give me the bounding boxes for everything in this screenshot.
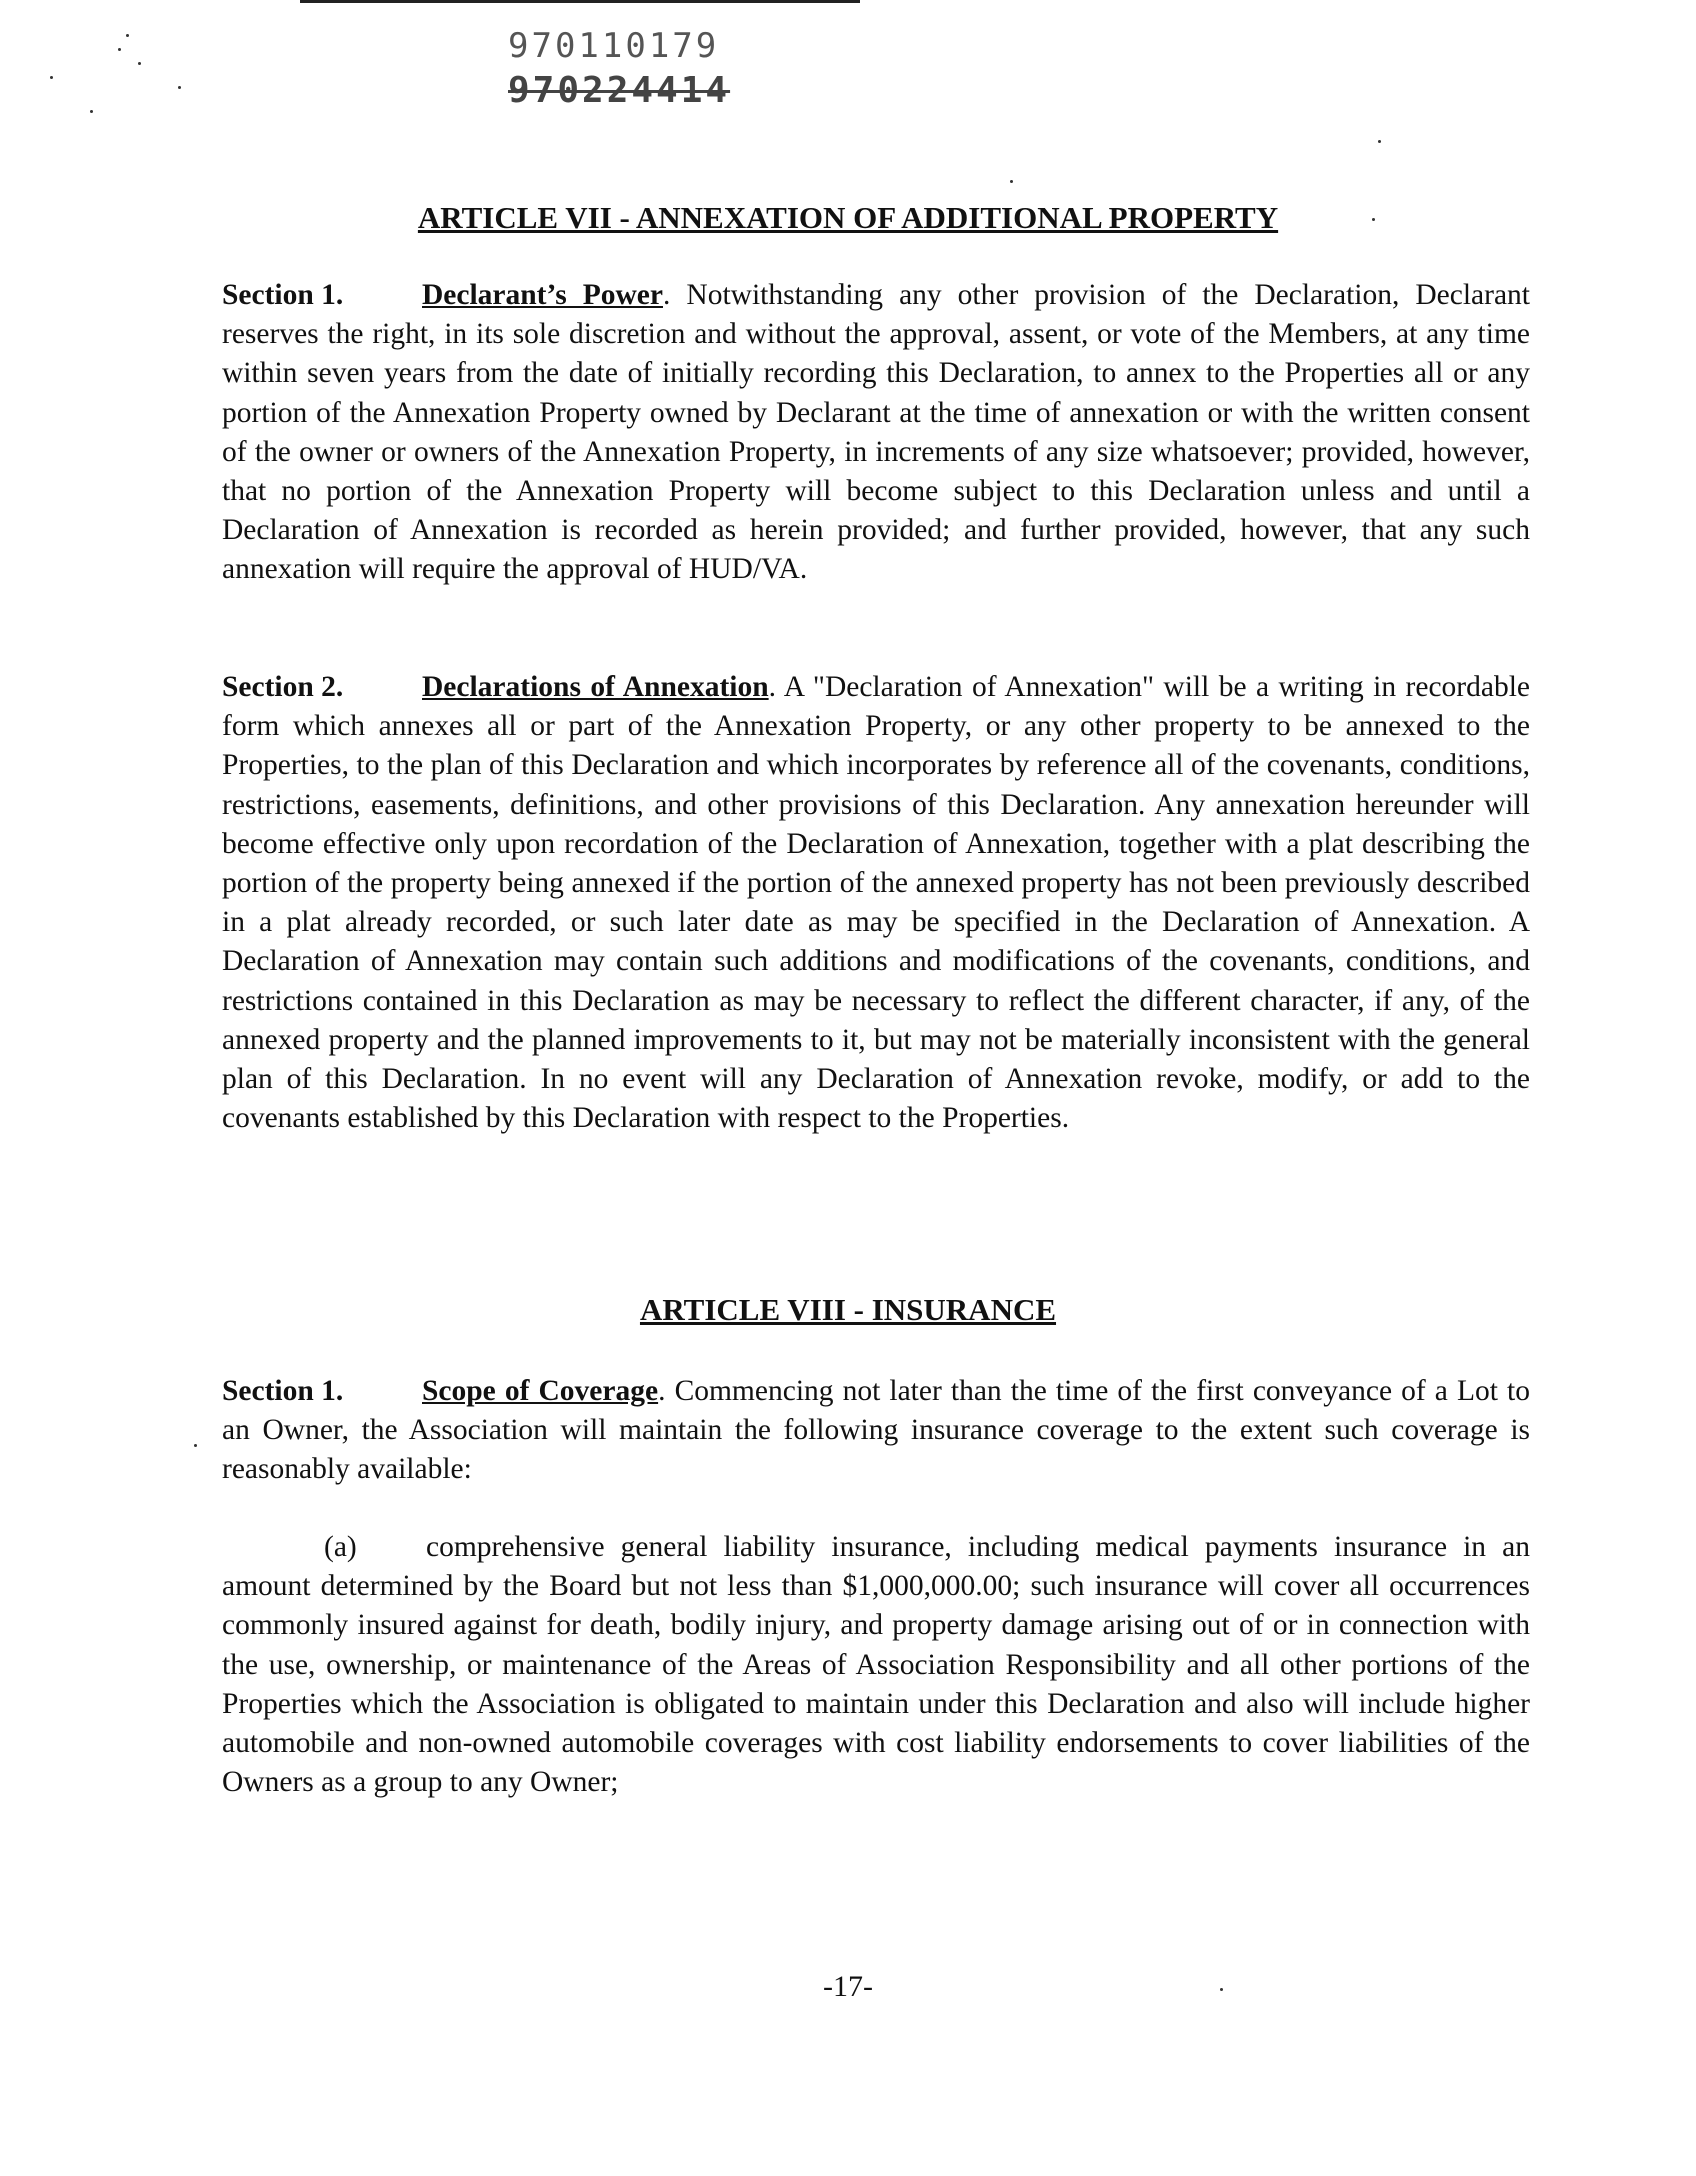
- scan-speck: [1010, 180, 1013, 183]
- section-label: Section 1.: [222, 1375, 344, 1407]
- article-7-section-1: Section 1. Declarant’s Power. Notwithstanding any other provision of the Declaration, Declarant reserves the right, in its sole discretion and without the approval, assent, or vote of the Members, at any time within seven years from the date of initially recording this Declaration, to annex to the Properties all or any portion of the Annexation Property owned by Declarant at the time of annexation or with the written consent of the owner or owners of the Annexation Property, in increments of any size whatsoever; provided, however, that no portion of the Annexation Property will become subject to this Declaration unless and until a Declaration of Annexation is recorded as herein provided; and further provided, however, that any such annexation will require the approval of HUD/VA.: [222, 276, 1530, 590]
- article-7-heading: ARTICLE VII - ANNEXATION OF ADDITIONAL PROPERTY: [417, 200, 1279, 235]
- item-body: comprehensive general liability insurance, including medical payments insurance in an amount determined by the Board but not less than $1,000,000.00; such insurance will cover all occurrences commonly insured against for death, bodily injury, and property damage arising out of or in connection with the use, ownership, or maintenance of the Areas of Association Responsibility and all other portions of the Properties which the Association is obligated to maintain under this Declaration and also will include higher automobile and non-owned automobile coverages with cost liability endorsements to cover liabilities of the Owners as a group to any Owner;: [222, 1531, 1530, 1799]
- section-title: Declarations of Annexation: [422, 671, 769, 703]
- scan-speck: [118, 48, 121, 51]
- scan-speck: [90, 110, 93, 113]
- article-8-section-1: Section 1. Scope of Coverage. Commencing not later than the time of the first conveyance of a Lot to an Owner, the Association will maintain the following insurance coverage to the extent such coverage is reasonably available:: [222, 1372, 1530, 1490]
- section-label: Section 2.: [222, 671, 344, 703]
- section-body: Commencing not later than the time of the first conveyance of a Lot to an Owner, the Association will maintain the following insurance coverage to the extent such coverage is reasonably available:: [222, 1375, 1530, 1486]
- scan-speck: [178, 86, 181, 89]
- article-7-section-2: Section 2. Declarations of Annexation. A "Declaration of Annexation" will be a writing in recordable form which annexes all or part of the Annexation Property, or any other property to be annexed to the Properties, to the plan of this Declaration and which incorporates by reference all of the covenants, conditions, restrictions, easements, definitions, and other provisions of this Declaration. Any annexation hereunder will become effective only upon recordation of the Declaration of Annexation, together with a plat describing the portion of the property being annexed if the portion of the annexed property has not been previously described in a plat already recorded, or such later date as may be specified in the Declaration of Annexation. A Declaration of Annexation may contain such additions and modifications of the covenants, conditions, and restrictions contained in this Declaration as may be necessary to reflect the different character, if any, of the annexed property and the planned improvements to it, but may not be materially inconsistent with the general plan of this Declaration. In no event will any Declaration of Annexation revoke, modify, or add to the covenants established by this Declaration with respect to the Properties.: [222, 668, 1530, 1138]
- recording-stamp-2: 970224414: [508, 70, 731, 111]
- scan-speck: [194, 1444, 197, 1447]
- scan-speck: [50, 76, 53, 79]
- scan-top-edge: [300, 0, 860, 3]
- section-label: Section 1.: [222, 279, 344, 311]
- article-8-item-a: [222, 1528, 1530, 1802]
- page-number: -17-: [823, 1970, 873, 2003]
- recording-stamp-1: 970110179: [508, 26, 720, 66]
- item-marker: (a): [324, 1531, 357, 1563]
- section-title: Declarant’s Power: [422, 279, 663, 311]
- scan-speck: [1378, 140, 1381, 143]
- scan-speck: [138, 62, 141, 65]
- section-title: Scope of Coverage: [422, 1375, 659, 1407]
- section-body: A "Declaration of Annexation" will be a writing in recordable form which annexes all or part of the Annexation Property, or any other property to be annexed to the Properties, to the plan of this Declaration and which incorporates by reference all of the covenants, conditions, restrictions, easements, definitions, and other provisions of this Declaration. Any annexation hereunder will become effective only upon recordation of the Declaration of Annexation, together with a plat describing the portion of the property being annexed if the portion of the annexed property has not been previously described in a plat already recorded, or such later date as may be specified in the Declaration of Annexation. A Declaration of Annexation may contain such additions and modifications of the covenants, conditions, and restrictions contained in this Declaration as may be necessary to reflect the different character, if any, of the annexed property and the planned improvements to it, but may not be materially inconsistent with the general plan of this Declaration. In no event will any Declaration of Annexation revoke, modify, or add to the covenants established by this Declaration with respect to the Properties.: [222, 671, 1530, 1135]
- article-8-heading: ARTICLE VIII - INSURANCE: [639, 1292, 1057, 1327]
- section-body: Notwithstanding any other provision of the Declaration, Declarant reserves the right, in its sole discretion and without the approval, assent, or vote of the Members, at any time within seven years from the date of initially recording this Declaration, to annex to the Properties all or any portion of the Annexation Property owned by Declarant at the time of annexation or with the written consent of the owner or owners of the Annexation Property, in increments of any size whatsoever; provided, however, that no portion of the Annexation Property will become subject to this Declaration unless and until a Declaration of Annexation is recorded as herein provided; and further provided, however, that any such annexation will require the approval of HUD/VA.: [222, 279, 1531, 586]
- scan-speck: [126, 34, 129, 37]
